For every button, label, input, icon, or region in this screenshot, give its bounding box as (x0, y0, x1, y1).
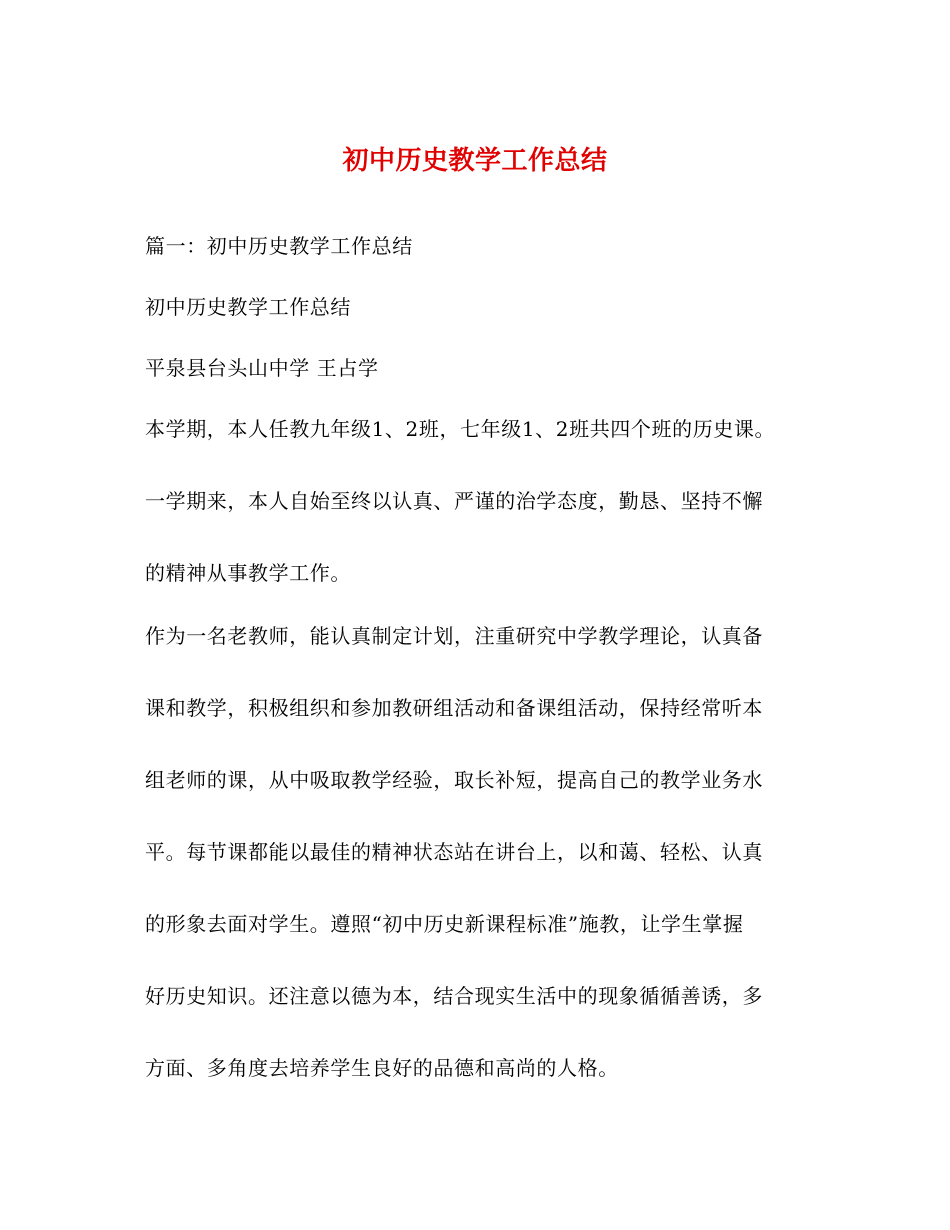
body-line: 一学期来，本人自始至终以认真、严谨的治学态度，勤恳、坚持不懈 (145, 489, 763, 513)
body-line: 本学期，本人任教九年级1、2班，七年级1、2班共四个班的历史课。 (145, 417, 776, 441)
subtitle-line: 初中历史教学工作总结 (145, 295, 351, 319)
body-line: 组老师的课，从中吸取教学经验，取长补短，提高自己的教学业务水 (145, 768, 763, 792)
body-line: 平。每节课都能以最佳的精神状态站在讲台上，以和蔼、轻松、认真 (145, 840, 763, 864)
body-line: 作为一名老教师，能认真制定计划，注重研究中学教学理论，认真备 (145, 624, 763, 648)
body-line: 的精神从事教学工作。 (145, 561, 351, 585)
document-title: 初中历史教学工作总结 (342, 146, 608, 176)
body-line: 的形象去面对学生。遵照“初中历史新课程标准”施教，让学生掌握 (145, 912, 744, 936)
body-line: 好历史知识。还注意以德为本，结合现实生活中的现象循循善诱，多 (145, 984, 763, 1008)
body-line: 方面、多角度去培养学生良好的品德和高尚的人格。 (145, 1056, 619, 1080)
body-line: 课和教学，积极组织和参加教研组活动和备课组活动，保持经常听本 (145, 696, 763, 720)
author-line: 平泉县台头山中学 王占学 (145, 356, 379, 380)
section-heading: 篇一：初中历史教学工作总结 (145, 234, 413, 258)
